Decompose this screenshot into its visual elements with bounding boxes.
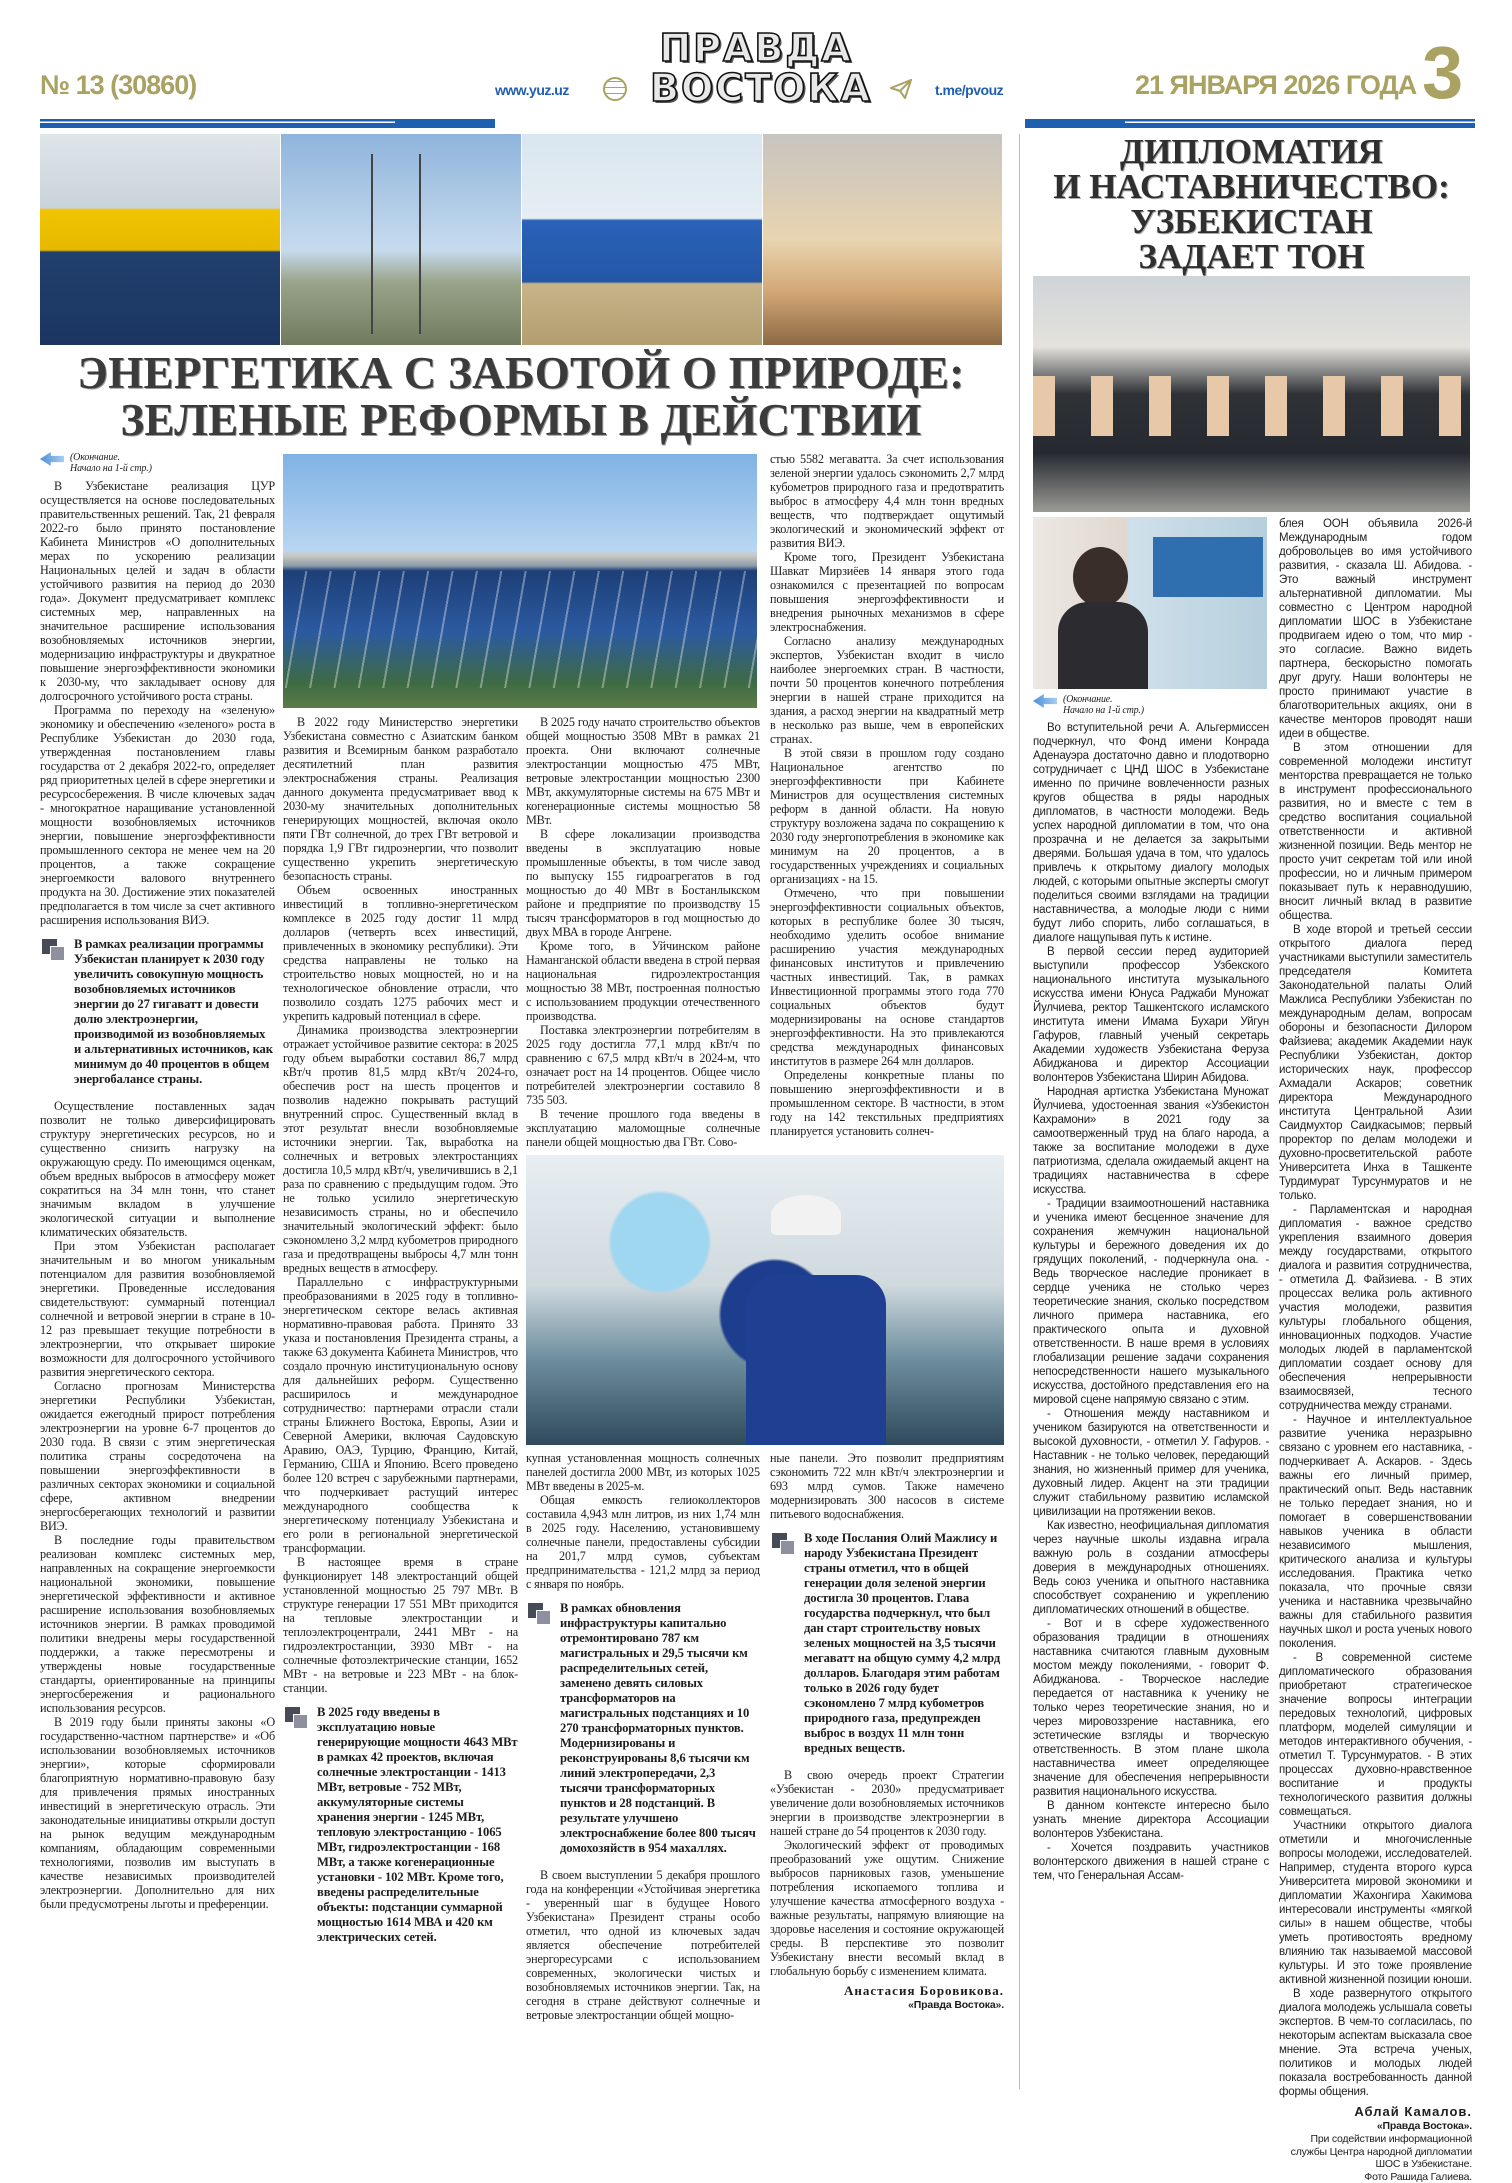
photo-power-plant-building <box>522 134 762 345</box>
paragraph: Экологический эффект от проводимых преобразований уже ощутим. Снижение выбросов парниковых газов, уменьшение потребления ископаемого топлива и улучшение качества атмосферного воздуха - важные результаты, напрямую влияющие на здоровье населения и состояние окружающей среды. В перспективе это позволит Узбекистану внести весомый вклад в глобальную борьбу с изменением климата. <box>770 1838 1004 1978</box>
highlight-text: В рамках реализации программы Узбекистан планирует к 2030 году увеличить совокупную мощность возобновляемых источников энергии до 27 гигаватт и довести долю электроэнергии, производимой из возобновляемых и альтернативных источников, как минимум до 40 процентов в общем энергобалансе страны. <box>74 937 273 1086</box>
highlight-box <box>283 1705 518 1945</box>
paragraph: Параллельно с инфраструктурными преобразованиями в 2025 году в топливно-энергетическом секторе велась активная нормативно-правовая работа. Принято 33 указа и постановления Президента страны, а также 63 документа Кабинета Министров, что создало прочную институциональную основу для дальнейших реформ. Существенно расширилось и международное сотрудничество: партнерами отрасли стали страны Ближнего Востока, Европы, Азии и Северной Америки, включая Саудовскую Аравию, ОАЭ, Турцию, Францию, Китай, Германию, США и Японию. Всего проведено более 120 встреч с зарубежными партнерами, что подчеркивает растущий интерес международного сообщества к энергетическому потенциалу Узбекистана и его роли в региональной энергетической трансформации. <box>283 1275 518 1555</box>
highlight-text: В ходе Послания Олий Мажлису и народу Узбекистана Президент страны отметил, что в общей генерации доля зеленой энергии достигла 30 процентов. Глава государства подчеркнул, что был дан старт строительству новых зеленых мощностей на 3,5 тысячи мегаватт на общую сумму 4,2 млрд долларов. Благодаря этим работам только в 2026 году будет сэкономлено 7 млрд кубометров природного газа, предупрежден выброс в воздух 11 млн тонн вредных веществ. <box>804 1531 1000 1755</box>
squares-bullet-icon <box>42 939 66 961</box>
squares-bullet-icon <box>285 1707 309 1729</box>
side-left-text <box>1033 721 1269 1883</box>
paragraph: В Узбекистане реализация ЦУР осуществляется на основе последовательных правительственных решений. Так, 21 февраля 2022-го было принято постановление Кабинета Министров «О дополнительных мерах по ускорению реализации Национальных целей и задач в области устойчивого развития на период до 2030 года». Документ предусматривает комплекс системных мер, направленных на значительное расширение использования возобновляемых источников энергии, модернизацию инфраструктуры и двукратное повышение энергоэффективности экономики к 2030-му, что закладывает основу для долгосрочного устойчивого роста страны. <box>40 479 275 703</box>
photo-credits <box>1279 2133 1472 2183</box>
credit-line: ШОС в Узбекистане. <box>1279 2158 1472 2171</box>
arrow-left-icon <box>40 452 64 466</box>
column-divider <box>1019 134 1020 2089</box>
column-1-text <box>40 479 275 1911</box>
paragraph: В данном контексте интересно было узнать мнение директора Ассоциации волонтеров Узбекистана. <box>1033 1799 1269 1841</box>
paragraph: В своем выступлении 5 декабря прошлого года на конференции «Устойчивая энергетика - уверенный шаг в будущее Нового Узбекистана» Президент страны особо отметил, что одной из ключевых задач является обеспечение потребителей энергоресурсами с использованием современных, экологически чистых и возобновляемых источников энергии. Так, на сегодня в стране действуют солнечные и ветровые электростанции общей мощно- <box>526 1868 760 2022</box>
highlight-text: В 2025 году введены в эксплуатацию новые генерирующие мощности 4643 МВт в рамках 42 проектов, включая солнечные электростанции - 1413 МВт, ветровые - 752 МВт, аккумуляторные системы хранения энергии - 1245 МВт, тепловую электростанцию - 1065 МВт, гидроэлектростанции - 168 МВт, а также когенерационные установки - 102 МВт. Кроме того, введены распределительные объекты: подстанции суммарной мощностью 1614 МВА и 420 км электрических сетей. <box>317 1705 518 1944</box>
paragraph: - Парламентская и народная дипломатия - важное средство укрепления взаимного доверия между государствами, открытого диалога и развития сотрудничества, - отметила Д. Файзиева. - В этих процессах велика роль активного участия молодежи, развития культуры глобального общения, инновационных подходов. Участие молодых людей в парламентской дипломатии создает основу для обеспечения непрерывности взаимосвязей, тесного сотрудничества между странами. <box>1279 1203 1472 1413</box>
paragraph: В ходе второй и третьей сессии открытого диалога перед участниками выступили заместитель председателя Комитета Законодательной палаты Олий Мажлиса Республики Узбекистан по международным делам, вопросам обороны и безопасности Дилором Файзиева; академик Академии наук Республики Узбекистан, доктор исторических наук, профессор Ахмадали Аскаров; советник директора Международного института Центральной Азии Саидмухтор Саидкасымов; первый проректор по делам молодежи и духовно-просветительской работе Университета Инха в Ташкенте Турдимурат Турсунмуратов и не только. <box>1279 923 1472 1203</box>
article-column-1 <box>40 452 275 1911</box>
telegram-link[interactable]: t.me/pvouz <box>935 82 1003 98</box>
highlight-box <box>40 937 275 1087</box>
logo-line-1: ПРАВДА <box>650 28 862 68</box>
paragraph: Определены конкретные планы по повышению энергоэффективности и в промышленном секторе. В частности, в этом году на 142 текстильных предприятиях планируется установить солнеч- <box>770 1068 1004 1138</box>
paragraph: Кроме того, в Уйчинском районе Наманганской области введена в строй первая национальная гидроэлектростанция мощностью 38 МВт, построенная полностью с использованием продукции отечественного производства. <box>526 939 760 1023</box>
page-number: 3 <box>1422 36 1463 110</box>
paragraph: Как известно, неофициальная дипломатия через научные школы издавна играла важную роль в создании атмосферы доверия в международных отношениях. Ведь союз ученика и опытного наставника способствует сохранению и укреплению дипломатических отношений в обществе. <box>1033 1519 1269 1617</box>
paragraph: стью 5582 мегаватта. За счет использования зеленой энергии удалось сэкономить 2,7 млрд кубометров природного газа и предотвратить выброс в атмосферу 4,4 млн тонн вредных веществ, что подтверждает ощутимый экологический и экономический эффект от развития ВИЭ. <box>770 452 1004 550</box>
photo-solar-panels <box>283 454 757 708</box>
paragraph: В настоящее время в стране функционирует 148 электростанций общей установленной мощностью 25 797 МВт. В структуре генерации 17 551 МВт приходится на тепловые электростанции и теплоэлектроцентрали, 2441 МВт - на гидроэлектростанции, 3930 МВт - на солнечные фотоэлектрические станции, 1652 МВт - на ветровые и 223 МВт - на блок-станции. <box>283 1555 518 1695</box>
paragraph: - Хочется поздравить участников волонтерского движения в нашей стране с тем, что Генеральная Ассам- <box>1033 1841 1269 1883</box>
paragraph: В сфере локализации производства введены в эксплуатацию новые промышленные объекты, в том числе завод по выпуску 155 гидроагрегатов в год мощностью до 40 МВт в Бостанлыкском районе и предприятие по производству 15 тысяч трансформаторов в год мощностью до двух МВА в городе Ангрене. <box>526 827 760 939</box>
paragraph: Согласно прогнозам Министерства энергетики Республики Узбекистан, ожидается ежегодный прирост потребления электроэнергии на уровне 6-7 процентов до 2030 года. В связи с этим энергетическая политика страны сосредоточена на повышении энергоэффективности в различных секторах экономики и социальной сфере, активном внедрении энергосберегающих технологий и развитии ВИЭ. <box>40 1379 275 1533</box>
paragraph: Кроме того, Президент Узбекистана Шавкат Мирзиёев 14 января этого года ознакомился с презентацией по вопросам повышения энергоэффективности и внедрения рыночных механизмов в сфере электроснабжения. <box>770 550 1004 634</box>
column-3-top-text <box>526 715 760 1149</box>
paragraph: - Отношения между наставником и учеником базируются на ответственности и высокой духовности, - отметил У. Гафуров. - Наставник - не только человек, передающий знания, но жизненный пример для ученика, духовный лидер. Акцент на эти традиции служит стабильному развитию исламской цивилизации на протяжении веков. <box>1033 1407 1269 1519</box>
issue-date: 21 ЯНВАРЯ 2026 ГОДА <box>1135 70 1416 101</box>
column-3-bottom-text <box>526 1451 760 2022</box>
paragraph: Поставка электроэнергии потребителям в 2025 году достигла 77,1 млрд кВт/ч по сравнению с 67,5 млрд кВт/ч в 2024-м, что означает рост на 14 процентов. Общее число потребителей электроэнергии составило 8 735 503. <box>526 1023 760 1107</box>
article-column-3-top <box>526 715 760 1149</box>
photo-engineers-substation <box>40 134 280 345</box>
paragraph: В этом отношении для современной молодежи институт менторства превращается не только в инструмент профессионального развития, но и вместе с тем в средство воспитания социальной ответственности и активной жизненной позиции. Ведь ментор не просто учит секретам той или иной профессии, но и личным примером показывает путь к неравнодушию, вносит личный вклад в развитие общества. <box>1279 741 1472 923</box>
continuation-line-2: Начало на 1-й стр.) <box>70 463 152 474</box>
author-name: Аблай Камалов. <box>1279 2105 1472 2119</box>
website-link[interactable]: www.yuz.uz <box>495 82 569 98</box>
header-rule-right <box>1025 119 1475 128</box>
title-line-1: ДИПЛОМАТИЯ <box>1033 134 1470 169</box>
paragraph: В последние годы правительством реализован комплекс системных мер, направленных на сокращение энергоемкости национальной экономики, повышение энергетической эффективности и активное расширение использования возобновляемых источников энергии. В рамках проводимой политики внедрены меры государственной поддержки, а также пересмотрены и утверждены новые государственные стандарты, ориентированные на принципы энергосбережения и рационального использования ресурсов. <box>40 1533 275 1715</box>
paragraph: В этой связи в прошлом году создано Национальное агентство по энергоэффективности при Кабинете Министров для осуществления системных реформ в данной области. На новую структуру возложена задача по сокращению к 2030 году энергопотребления в экономике как минимум на 20 процентов, а в государственных учреждениях и социальных организациях - на 15. <box>770 746 1004 886</box>
continuation-note <box>40 452 275 474</box>
paragraph: Объем освоенных иностранных инвестиций в топливно-энергетическом комплексе в 2025 году достиг 11 млрд долларов (четверть всех инвестиций, привлеченных в экономику республики). Эти средства направлены не только на строительство новых мощностей, но и на технологическое обновление отрасли, что позволило создать 1275 рабочих мест и укрепить кадровый потенциал в сфере. <box>283 883 518 1023</box>
paragraph: В ходе развернутого открытого диалога молодежь услышала советы экспертов. В чем-то согласилась, по некоторым аспектам высказала свое мнение. Эта встреча ученых, политиков и молодых людей показала востребованность данной формы общения. <box>1279 1987 1472 2099</box>
squares-bullet-icon <box>772 1533 796 1555</box>
column-4-bottom-text <box>770 1451 1004 1978</box>
paragraph: Во вступительной речи А. Альгермиссен подчеркнул, что Фонд имени Конрада Аденауэра достаточно давно и плодотворно сотрудничает с ЦНД ШОС в Узбекистане именно по причине вовлеченности разных кругов общества в ряды народных дипломатов, в частности молодежи. Ведь успех народной дипломатии в том, что она прозрачна и не делается за закрытыми дверями. Большая удача в том, что удалось привлечь к открытому диалогу молодых людей, с которыми опытные эксперты смогут поделиться своими взглядами на традиции наставничества, а молодые люди с ними будут либо спорить, либо соглашаться, в диалоге нащупывая путь к истине. <box>1033 721 1269 945</box>
paragraph: - Научное и интеллектуальное развитие ученика неразрывно связано с уровнем его наставника, - подчеркивает А. Аскаров. - Здесь важны его личный пример, практический опыт. Ведь наставник не только передает знания, но и помогает в совершенствовании навыков ученика в области независимого мышления, критического анализа и культуры исследования. Практика четко показала, что прочные связи ученика и наставника чрезвычайно важны для стабильного развития научных школ и роста ученых нового поколения. <box>1279 1413 1472 1651</box>
title-line-4: ЗАДАЕТ ТОН <box>1033 239 1470 274</box>
side-article-left-column <box>1033 694 1269 1883</box>
paragraph: блея ООН объявила 2026-й Международным годом добровольцев во имя устойчивого развития, - сказала Ш. Абидова. - Это важный инструмент альтернативной дипломатии. Мы совместно с Центром народной дипломатии ШОС в Узбекистане продвигаем идею о том, что мир - это согласие. Важно видеть партнера, бескорыстно помогать друг другу. Наши волонтеры не просто принимают участие в благотворительных акциях, они в качестве менторов проводят наши идеи в обществе. <box>1279 517 1472 741</box>
issue-number: № 13 (30860) <box>40 70 196 101</box>
photo-conference-participants <box>1033 276 1470 512</box>
globe-icon <box>603 77 627 101</box>
publication-name: «Правда Востока». <box>1279 2119 1472 2133</box>
highlight-box <box>526 1601 760 1856</box>
paragraph: - Традиции взаимоотношений наставника и ученика имеют бесценное значение для сохранения жемчужин национальной культуры и бережного доведения их до грядущих поколений, - подчеркнула она. - Ведь творческое наследие проникает в сердце ученика не столько через теоретические знания, сколько посредством личного примера наставника, его практического опыта и духовной ответственности. В наше время в условиях глобализации решение задачи сохранения непосредственности нашего музыкального искусства, достойного представления его на мировой сцене напрямую связано с этим. <box>1033 1197 1269 1407</box>
photo-control-room-operators <box>526 1155 1004 1445</box>
article-column-4-top <box>770 452 1004 1138</box>
continuation-line-1: (Окончание. <box>70 452 120 463</box>
paragraph: - В современной системе дипломатического образования приобретают стратегическое значение вопросы интеграции передовых технологий, цифровых платформ, моделей симуляции и методов интерактивного обучения, - отметил Т. Турсунмуратов. - В этих процессах духовно-нравственное воспитание и продукты технологического развития должны совмещаться. <box>1279 1651 1472 1819</box>
paragraph: Участники открытого диалога отметили и многочисленные вопросы молодежи, исследователей. Например, студента второго курса Университета мировой экономики и дипломатии Жахонгира Хакимова интересовали инструменты «мягкой силы» в нашем обществе, чтобы уметь противостоять вредному влиянию так называемой массовой культуры. И это тоже проявление активной жизненной позиции юноши. <box>1279 1819 1472 1987</box>
paragraph: Согласно анализу международных экспертов, Узбекистан входит в число наиболее энергоемких стран. В частности, почти 50 процентов конечного потребления энергии в нашей стране приходится на здания, а расход энергии на квадратный метр в несколько раз выше, чем в европейских странах. <box>770 634 1004 746</box>
photo-power-lines <box>281 134 521 345</box>
paragraph: В свою очередь проект Стратегии «Узбекистан - 2030» предусматривает увеличение доли возобновляемых источников энергии в производстве электроэнергии в нашей стране до 54 процентов к 2030 году. <box>770 1768 1004 1838</box>
publication-name: «Правда Востока». <box>770 1998 1004 2012</box>
article-column-4-bottom <box>770 1451 1004 2012</box>
column-2-text <box>283 715 518 1945</box>
paragraph: В первой сессии перед аудиторией выступили профессор Узбекского национального института музыкального искусства имени Юнуса Раджаби Муножат Йулчиева, ректор Ташкентского исламского института имени Имама Бухари Уйгун Гафуров, главный ученый секретарь Академии художеств Узбекистана Феруза Абиджанова и директор Ассоциации волонтеров Узбекистана Ширин Абидова. <box>1033 945 1269 1085</box>
squares-bullet-icon <box>528 1603 552 1625</box>
column-4-top-text <box>770 452 1004 1138</box>
credit-line: службы Центра народной дипломатии <box>1279 2146 1472 2159</box>
photo-speaker-at-podium <box>1033 517 1267 689</box>
photo-transmission-towers <box>763 134 1002 345</box>
headline-line-1: ЭНЕРГЕТИКА С ЗАБОТОЙ О ПРИРОДЕ: <box>40 350 1002 397</box>
article-column-2 <box>283 715 518 1957</box>
logo-line-2: ВОСТОКА <box>650 68 862 108</box>
paragraph: Общая емкость гелиоколлекторов составила 4,943 млн литров, из них 1,74 млн в 2025 году. Населению, установившему солнечные панели, предоставлены субсидии на 201,7 млрд сумов, субъектам предпринимательства - 121,2 млрд за период с января по ноябрь. <box>526 1493 760 1591</box>
arrow-left-icon <box>1033 694 1057 708</box>
paragraph: Отмечено, что при повышении энергоэффективности социальных объектов, которых в республике более 30 тысяч, необходимо уделить особое внимание расширению участия международных финансовых институтов и привлечению частных инвестиций. Так, в рамках Инвестиционной программы этого года 770 социальных объектов будут модернизированы на основе стандартов энергоэффективности. На это привлекаются средства международных финансовых институтов в размере 264 млн долларов. <box>770 886 1004 1068</box>
paragraph: В 2019 году были приняты законы «О государственно-частном партнерстве» и «Об использовании возобновляемых источников энергии», которые сформировали благоприятную нормативно-правовую базу для привлечения прямых иностранных инвестиций в энергетическую отрасль. Эти законодательные инициативы открыли доступ на рынок ведущим международным компаниям, обладающим современными технологиями, позволив им выступать в качестве независимых производителей электроэнергии. Дополнительно для них были предусмотрены льготы и преференции. <box>40 1715 275 1911</box>
credit-line: При содействии информационной <box>1279 2133 1472 2146</box>
side-article-title <box>1033 134 1470 274</box>
title-line-3: УЗБЕКИСТАН <box>1033 204 1470 239</box>
title-line-2: И НАСТАВНИЧЕСТВО: <box>1033 169 1470 204</box>
continuation-note <box>1033 694 1269 716</box>
paragraph: Народная артистка Узбекистана Муножат Йулчиева, удостоенная звания «Узбекистон Кахрамони» в 2021 году за самоотверженный труд на благо народа, а также за воспитание молодежи в духе патриотизма, сделала ожидаемый акцент на традициях наставничества в сфере искусства. <box>1033 1085 1269 1197</box>
side-right-text <box>1279 517 1472 2099</box>
credit-line: Фото Рашида Галиева. <box>1279 2171 1472 2183</box>
continuation-line-1: (Окончание. <box>1063 694 1112 705</box>
paper-plane-icon <box>890 79 912 99</box>
highlight-text: В рамках обновления инфраструктуры капитально отремонтировано 787 км магистральных и 29,5 тысячи км распределительных сетей, заменено девять силовых трансформаторов на магистральных подстанциях и 10 270 трансформаторных пунктов. Модернизированы и реконструированы 8,6 тысячи км линий электропередачи, 2,3 тысячи трансформаторных пунктов и 28 подстанций. В результате улучшено электроснабжение более 800 тысяч домохозяйств в 954 махаллях. <box>560 1601 756 1855</box>
paragraph: При этом Узбекистан располагает значительным и во многом уникальным потенциалом для развития возобновляемой энергетики. Проведенные исследования свидетельствуют: суммарный потенциал солнечной и ветровой энергии в стране в 10-12 раз превышает текущие потребности в электроэнергии, что открывает широкие возможности для долгосрочного устойчивого развития энергетического сектора. <box>40 1239 275 1379</box>
paragraph: Программа по переходу на «зеленую» экономику и обеспечению «зеленого» роста в Республике Узбекистан до 2030 года, утвержденная постановлением главы государства от 2 декабря 2022-го, определяет ряд приоритетных целей в сфере энергетики и ресурсосбережения. В числе ключевых задач - многократное наращивание установленной мощности возобновляемых источников энергии, повышение энергоэффективности промышленного сектора не менее чем на 20 процентов, а также сокращение энергоемкости валового внутреннего продукта на 30. Достижение этих показателей предполагается в том числе за счет активного расширения использования ВИЭ. <box>40 703 275 927</box>
highlight-box <box>770 1531 1004 1756</box>
paragraph: Динамика производства электроэнергии отражает устойчивое развитие сектора: в 2025 году объем выработки составил 86,7 млрд кВт/ч против 81,5 млрд кВт/ч 2024-го, обеспечив рост на шесть процентов и позволив надежно покрывать растущий внутренний спрос. Существенный вклад в этот результат внесли возобновляемые источники энергии. Так, выработка на солнечных и ветровых электростанциях достигла 10,5 млрд кВт/ч, увеличившись в 2,1 раза по сравнению с предыдущим годом. Это не только усилило энергетическую независимость страны, но и обеспечило значительный экологический эффект: было сэкономлено 3,2 млрд кубометров природного газа и предотвращены выбросы 4,7 млн тонн вредных веществ в атмосферу. <box>283 1023 518 1275</box>
paragraph: В течение прошлого года введены в эксплуатацию маломощные солнечные панели общей мощностью два ГВт. Сово- <box>526 1107 760 1149</box>
main-headline <box>40 350 1002 444</box>
article-column-3-bottom <box>526 1451 760 2022</box>
paragraph: В 2022 году Министерство энергетики Узбекистана совместно с Азиатским банком развития и Всемирным банком разработало десятилетний план развития электроснабжения страны. Реализация данного документа предусматривает ввод к 2030-му значительных дополнительных генерирующих мощностей, включая около пяти ГВт солнечной, до трех ГВт ветровой и порядка 1,9 ГВт гидроэнергии, что позволит существенно укрепить энергетическую безопасность страны. <box>283 715 518 883</box>
side-article-right-column <box>1279 517 1472 2183</box>
paragraph: купная установленная мощность солнечных панелей достигла 2000 МВт, из которых 1025 МВт введены в 2025-м. <box>526 1451 760 1493</box>
paragraph: - Вот и в сфере художественного образования традиции в отношениях наставника считаются главным духовным мостом между поколениями, - говорит Ф. Абиджанова. - Творческое наследие передается от наставника к ученику не только через теоретические знания, но и через мировоззрение наставника, его эстетические взгляды и творческую ответственность. В этом плане школа наставничества имеет определяющее значение для обеспечения непрерывности развития национального искусства. <box>1033 1617 1269 1799</box>
header-rule-left <box>40 119 495 128</box>
author-name: Анастасия Боровикова. <box>770 1984 1004 1998</box>
headline-line-2: ЗЕЛЕНЫЕ РЕФОРМЫ В ДЕЙСТВИИ <box>40 397 1002 444</box>
paragraph: ные панели. Это позволит предприятиям сэкономить 722 млн кВт/ч электроэнергии и 693 млрд сумов. Также намечено модернизировать 300 насосов в системе питьевого водоснабжения. <box>770 1451 1004 1521</box>
newspaper-logo <box>650 28 862 108</box>
paragraph: В 2025 году начато строительство объектов общей мощностью 3508 МВт в рамках 21 проекта. Они включают солнечные электростанции мощностью 475 МВт, ветровые электростанции мощностью 2300 МВт, аккумуляторные системы на 675 МВт и когенерационные системы мощностью 58 МВт. <box>526 715 760 827</box>
paragraph: Осуществление поставленных задач позволит не только диверсифицировать структуру энергетических ресурсов, но и существенно снизить нагрузку на окружающую среду. По имеющимся оценкам, объем вредных выбросов в атмосферу может сократиться на 34 млн тонн, что станет значимым вкладом в улучшение экологической ситуации и выполнение климатических обязательств. <box>40 1099 275 1239</box>
continuation-line-2: Начало на 1-й стр.) <box>1063 705 1144 716</box>
